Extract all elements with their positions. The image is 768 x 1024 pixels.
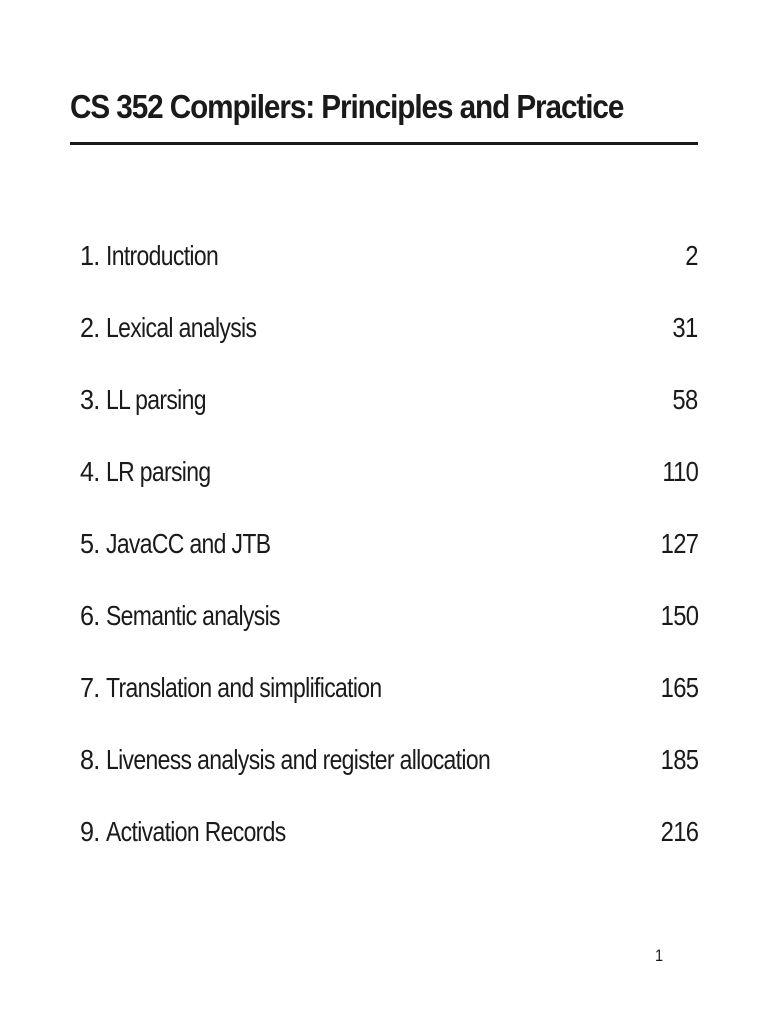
toc-entry-page: 216 [660, 816, 698, 847]
toc-entry [80, 380, 698, 452]
toc-entry-number: 9. [80, 816, 100, 847]
toc-entry-title: LR parsing [106, 456, 211, 487]
toc-entry-title: Activation Records [106, 816, 286, 847]
toc-entry-title: JavaCC and JTB [106, 528, 271, 559]
toc-entry-number: 3. [80, 384, 100, 415]
toc-entry-page: 110 [662, 456, 698, 487]
toc-entry-page: 58 [672, 384, 698, 415]
toc-entry-title: Translation and simplification [106, 672, 382, 703]
toc-entry [80, 524, 698, 596]
toc-entry-title: Liveness analysis and register allocation [106, 744, 491, 775]
toc-entry-title: Semantic analysis [106, 600, 280, 631]
toc-entry-number: 2. [80, 312, 100, 343]
toc-entry-page: 31 [672, 312, 698, 343]
toc-entry [80, 308, 698, 380]
toc-entry-page: 150 [660, 600, 698, 631]
toc-entry [80, 452, 698, 524]
toc-entry [80, 236, 698, 308]
toc-entry-number: 6. [80, 600, 100, 631]
toc-entry-page: 2 [685, 240, 698, 271]
toc-entry-page: 165 [660, 672, 698, 703]
toc-entry [80, 596, 698, 668]
toc-entry-page: 127 [660, 528, 698, 559]
toc-entry-number: 5. [80, 528, 100, 559]
toc-entry [80, 740, 698, 812]
toc-entry-title: Introduction [106, 240, 219, 271]
toc-entry-number: 8. [80, 744, 100, 775]
toc-entry [80, 812, 698, 884]
toc-entry-title: Lexical analysis [106, 312, 257, 343]
table-of-contents [80, 236, 698, 884]
toc-entry-number: 7. [80, 672, 100, 703]
toc-entry [80, 668, 698, 740]
page-number: 1 [655, 946, 664, 965]
toc-entry-page: 185 [660, 744, 698, 775]
toc-entry-number: 4. [80, 456, 100, 487]
toc-entry-number: 1. [80, 240, 100, 271]
page-title: CS 352 Compilers: Principles and Practice [70, 88, 624, 125]
toc-entry-title: LL parsing [106, 384, 206, 415]
title-rule [70, 142, 698, 145]
